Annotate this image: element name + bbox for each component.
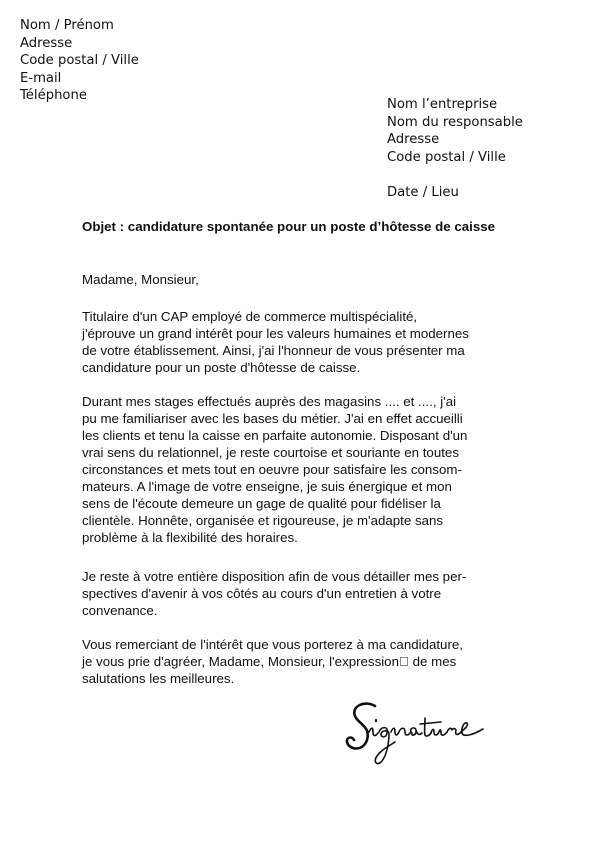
recipient-manager: Nom du responsable: [387, 114, 523, 130]
paragraph-line: salutations les meilleures.: [82, 671, 235, 686]
recipient-address: Adresse: [387, 132, 440, 147]
paragraph-line: je vous prie d'agréer, Madame, Monsieur, l'expression  de mes: [82, 654, 457, 669]
paragraph-line: sens de l'écoute demeure un gage de qualité pour fidéliser la: [82, 496, 441, 511]
handwritten-signature: [345, 696, 495, 776]
letter-subject: Objet : candidature spontanée pour un poste d’hôtesse de caisse: [82, 219, 496, 234]
paragraph-line: candidature pour un poste d'hôtesse de caisse.: [82, 360, 361, 375]
recipient-company: Nom l’entreprise: [387, 97, 498, 112]
paragraph-line: j'éprouve un grand intérêt pour les valeurs humaines et modernes: [82, 326, 469, 341]
paragraph-line: pu me familiariser avec les bases du métier. J'ai en effet accueilli: [82, 411, 463, 426]
sender-postcode-city: Code postal / Ville: [20, 53, 139, 68]
sender-address: Adresse: [20, 35, 73, 51]
paragraph-line: vrai sens du relationnel, je reste courtoise et souriante en toutes: [82, 445, 459, 460]
paragraph-line: Durant mes stages effectués auprès des magasins .... et ...., j'ai: [82, 394, 457, 409]
paragraph-introduction: [82, 308, 469, 376]
paragraph-line: mateurs. A l'image de votre enseigne, je suis énergique et mon: [82, 479, 452, 494]
recipient-postcode-city: Code postal / Ville: [387, 149, 506, 165]
sender-name: Nom / Prénom: [20, 18, 114, 33]
paragraph-line: circonstances et mets tout en oeuvre pour satisfaire les consom-: [82, 462, 462, 477]
paragraph-line: les clients et tenu la caisse en parfaite autonomie. Disposant d'un: [82, 428, 468, 443]
paragraph-line: Vous remerciant de l'intérêt que vous porterez à ma candidature,: [82, 637, 463, 652]
paragraph-line: de votre établissement. Ainsi, j'ai l'honneur de vous présenter ma: [82, 343, 465, 358]
paragraph-line: Titulaire d'un CAP employé de commerce multispécialité,: [82, 309, 418, 324]
sender-email: E-mail: [20, 70, 62, 86]
paragraph-line: Je reste à votre entière disposition afin de vous détailler mes per-: [82, 569, 467, 584]
recipient-block: [387, 96, 523, 201]
paragraph-closing: [82, 636, 463, 687]
letter-greeting: Madame, Monsieur,: [82, 272, 199, 287]
paragraph-experience: [82, 393, 467, 546]
paragraph-line: clientèle. Honnête, organisée et rigoureuse, je m'adapte sans: [82, 513, 444, 528]
paragraph-line: problème à la flexibilité des horaires.: [82, 530, 298, 545]
sender-phone: Téléphone: [20, 88, 87, 103]
date-place: Date / Lieu: [387, 184, 459, 200]
paragraph-line: convenance.: [82, 603, 158, 618]
paragraph-line: spectives d'avenir à vos côtés au cours d'un entretien à votre: [82, 586, 442, 601]
sender-block: [20, 17, 139, 105]
paragraph-availability: [82, 568, 466, 619]
